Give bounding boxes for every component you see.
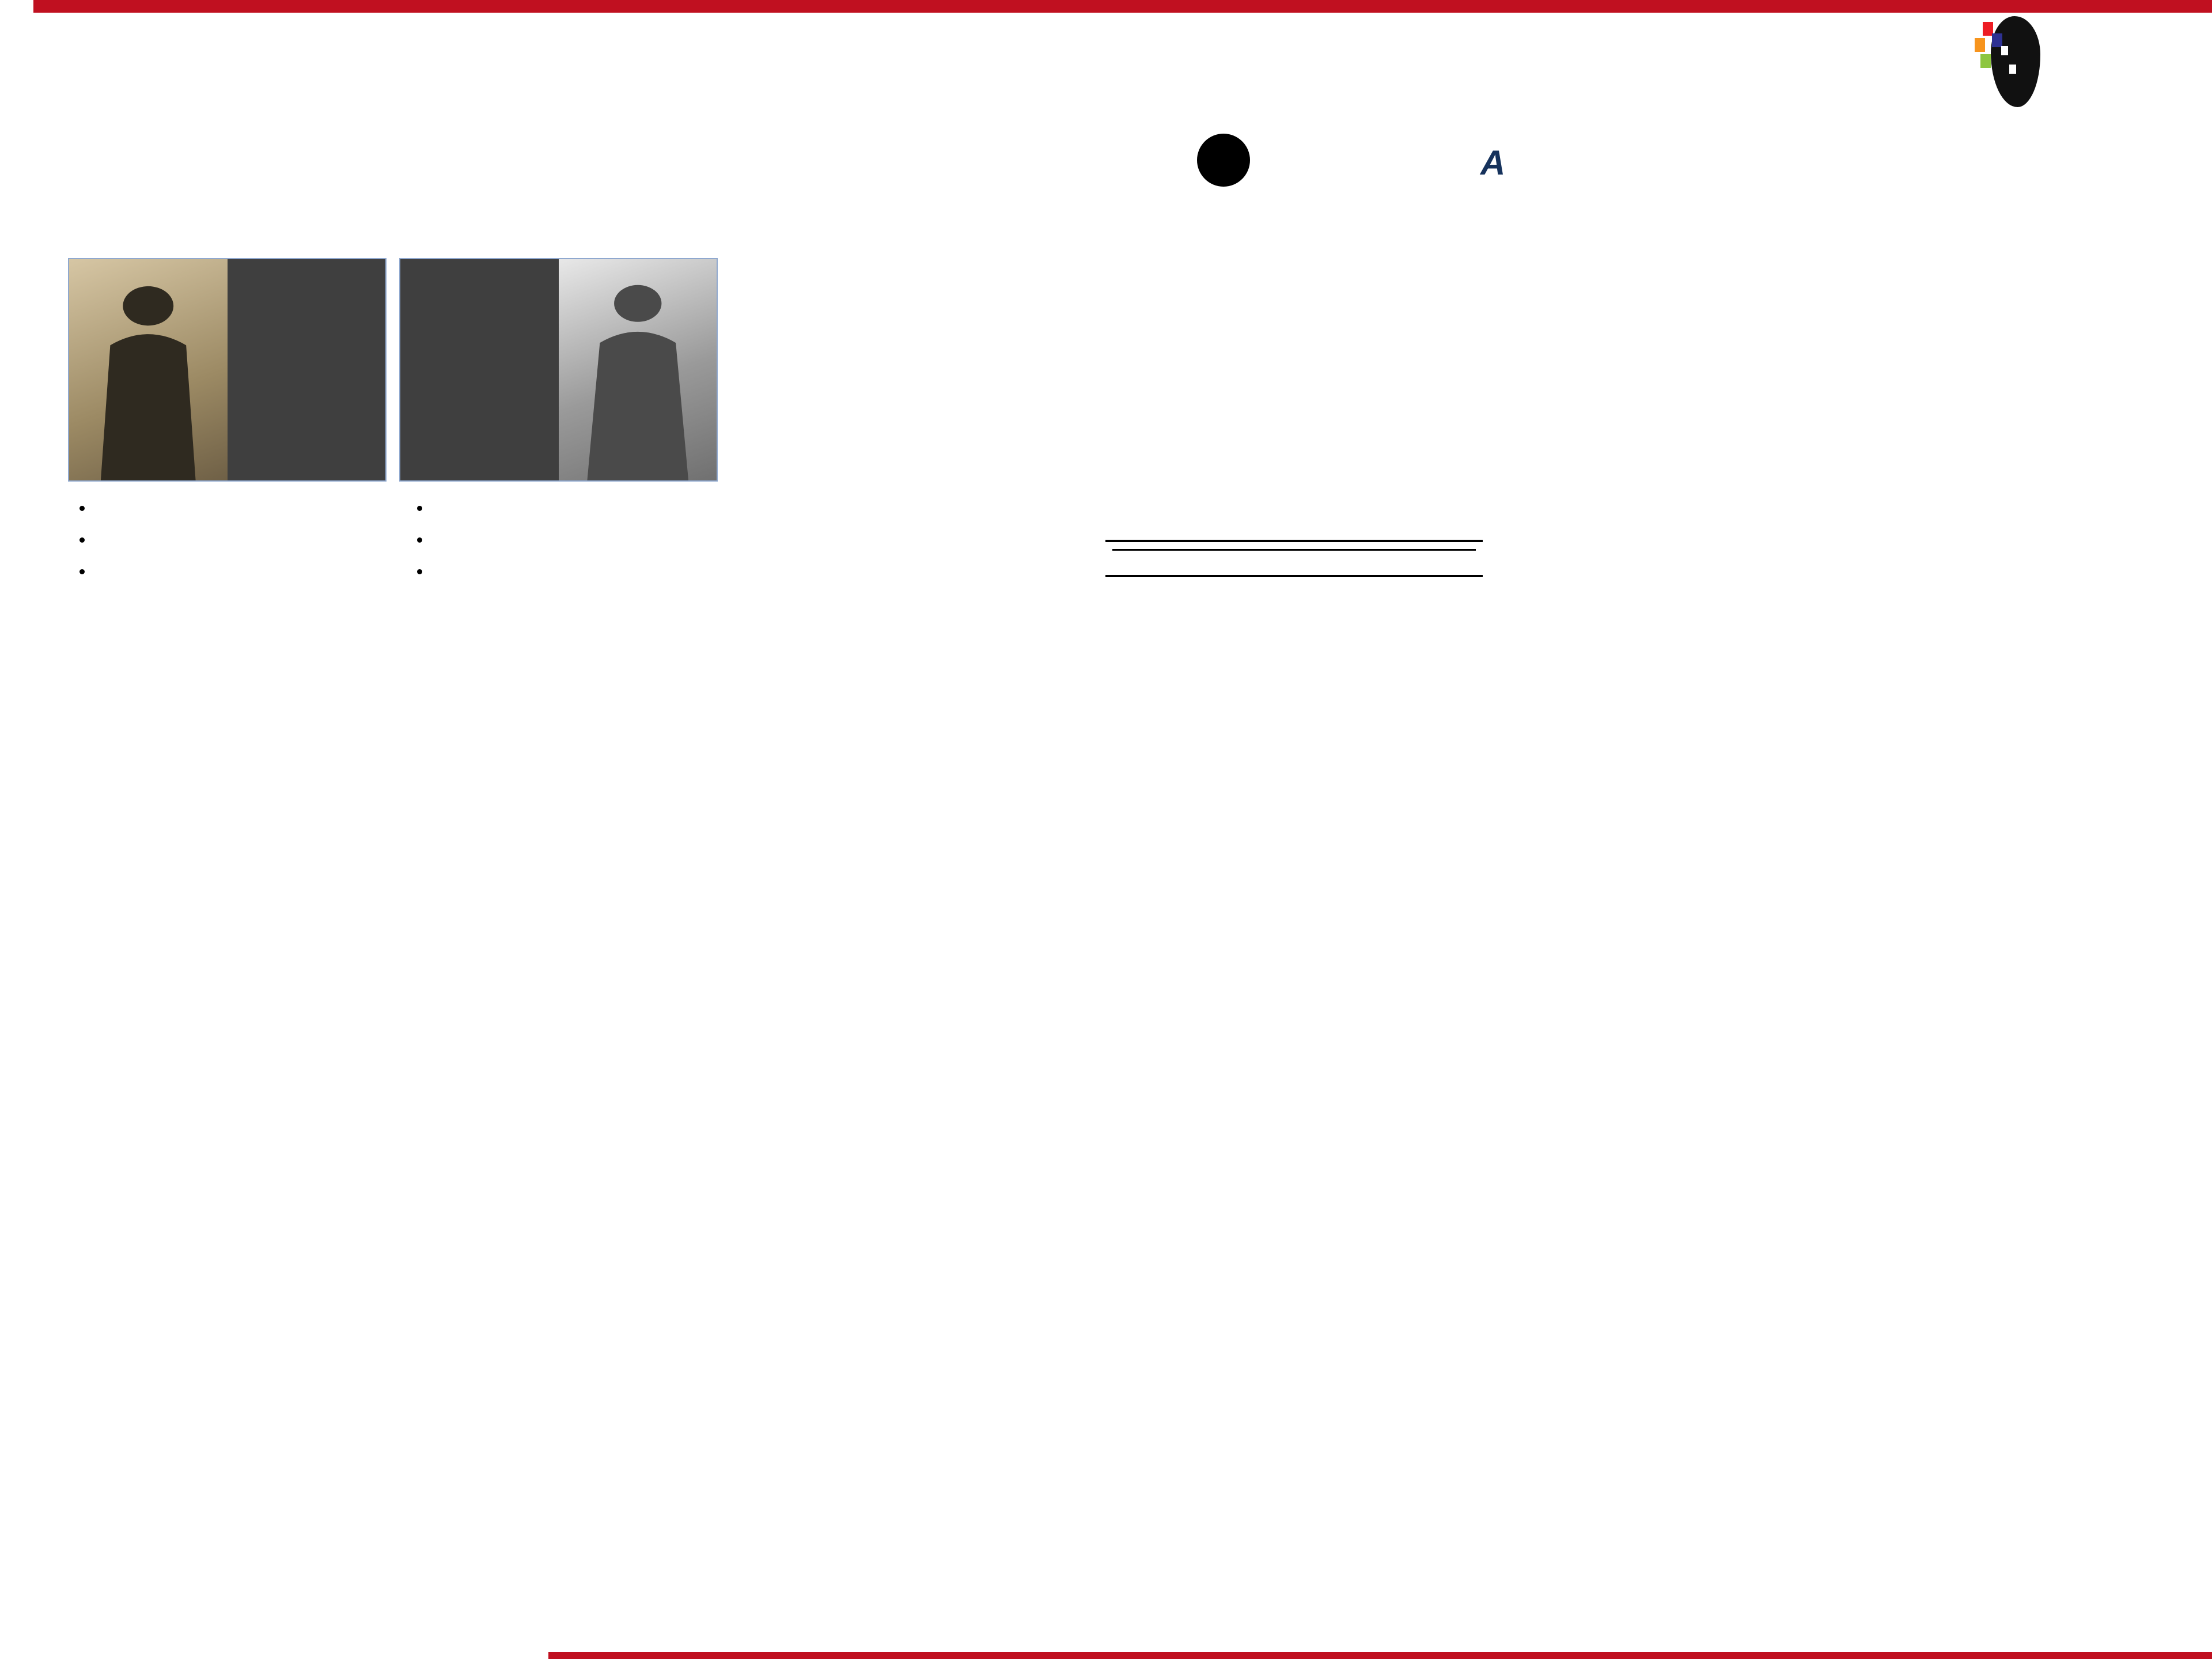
subdominance-figure	[809, 258, 1100, 514]
robustness-scatter-chart	[1562, 1171, 1908, 1293]
column-minsub-ioc	[809, 247, 1483, 599]
column-experiments	[1562, 247, 2206, 1302]
icml-logo	[1975, 16, 2053, 108]
trajectory-xy-chart	[1562, 258, 1931, 402]
aurora-logo: A	[1480, 143, 1506, 182]
superhuman-pareto-figure	[68, 945, 339, 1162]
shannon-silhouette-icon	[559, 259, 717, 480]
shannon-quote-text	[400, 259, 559, 480]
claude-shannon-photo	[559, 259, 717, 480]
list-item	[431, 528, 718, 551]
pareto-charts	[1562, 747, 2206, 945]
wilde-quote-text	[228, 259, 386, 480]
trajectory-yt-chart	[1562, 408, 1931, 559]
list-item	[93, 560, 380, 582]
gold-standard-lists	[68, 493, 718, 592]
bottom-accent-bar	[548, 1652, 2212, 1659]
superhuman-paragraphs	[353, 945, 718, 1162]
algorithm-title	[1112, 546, 1476, 551]
uic-circle-icon	[1197, 134, 1250, 187]
algorithm-box	[1105, 540, 1483, 577]
poster-title	[68, 23, 1162, 77]
column-imitation-learning	[68, 247, 718, 1162]
list-item	[93, 497, 380, 519]
list1	[68, 497, 380, 582]
icml-head-icon	[1975, 16, 2044, 108]
uic-logo	[1197, 134, 1260, 187]
trajectory-charts	[1562, 258, 2206, 559]
pareto-acceleration-chart	[1888, 747, 2206, 945]
percentile-line-chart	[1562, 955, 1908, 1167]
quote-cards	[68, 258, 718, 482]
jerk-distance-figure	[68, 602, 718, 925]
list-item	[93, 528, 380, 551]
quote-card-shannon	[399, 258, 718, 482]
oscar-wilde-photo	[69, 259, 228, 480]
list2	[406, 497, 718, 582]
weights-bar-chart	[1936, 567, 2196, 741]
list-item	[431, 560, 718, 582]
pareto-velocity-chart	[1562, 747, 1880, 945]
list-item	[431, 497, 718, 519]
trajectory-xt-chart	[1939, 258, 2204, 558]
quote-card-wilde	[68, 258, 387, 482]
wilde-silhouette-icon	[69, 259, 228, 480]
top-accent-bar	[33, 0, 2212, 13]
minsub-paragraphs	[1111, 258, 1483, 514]
